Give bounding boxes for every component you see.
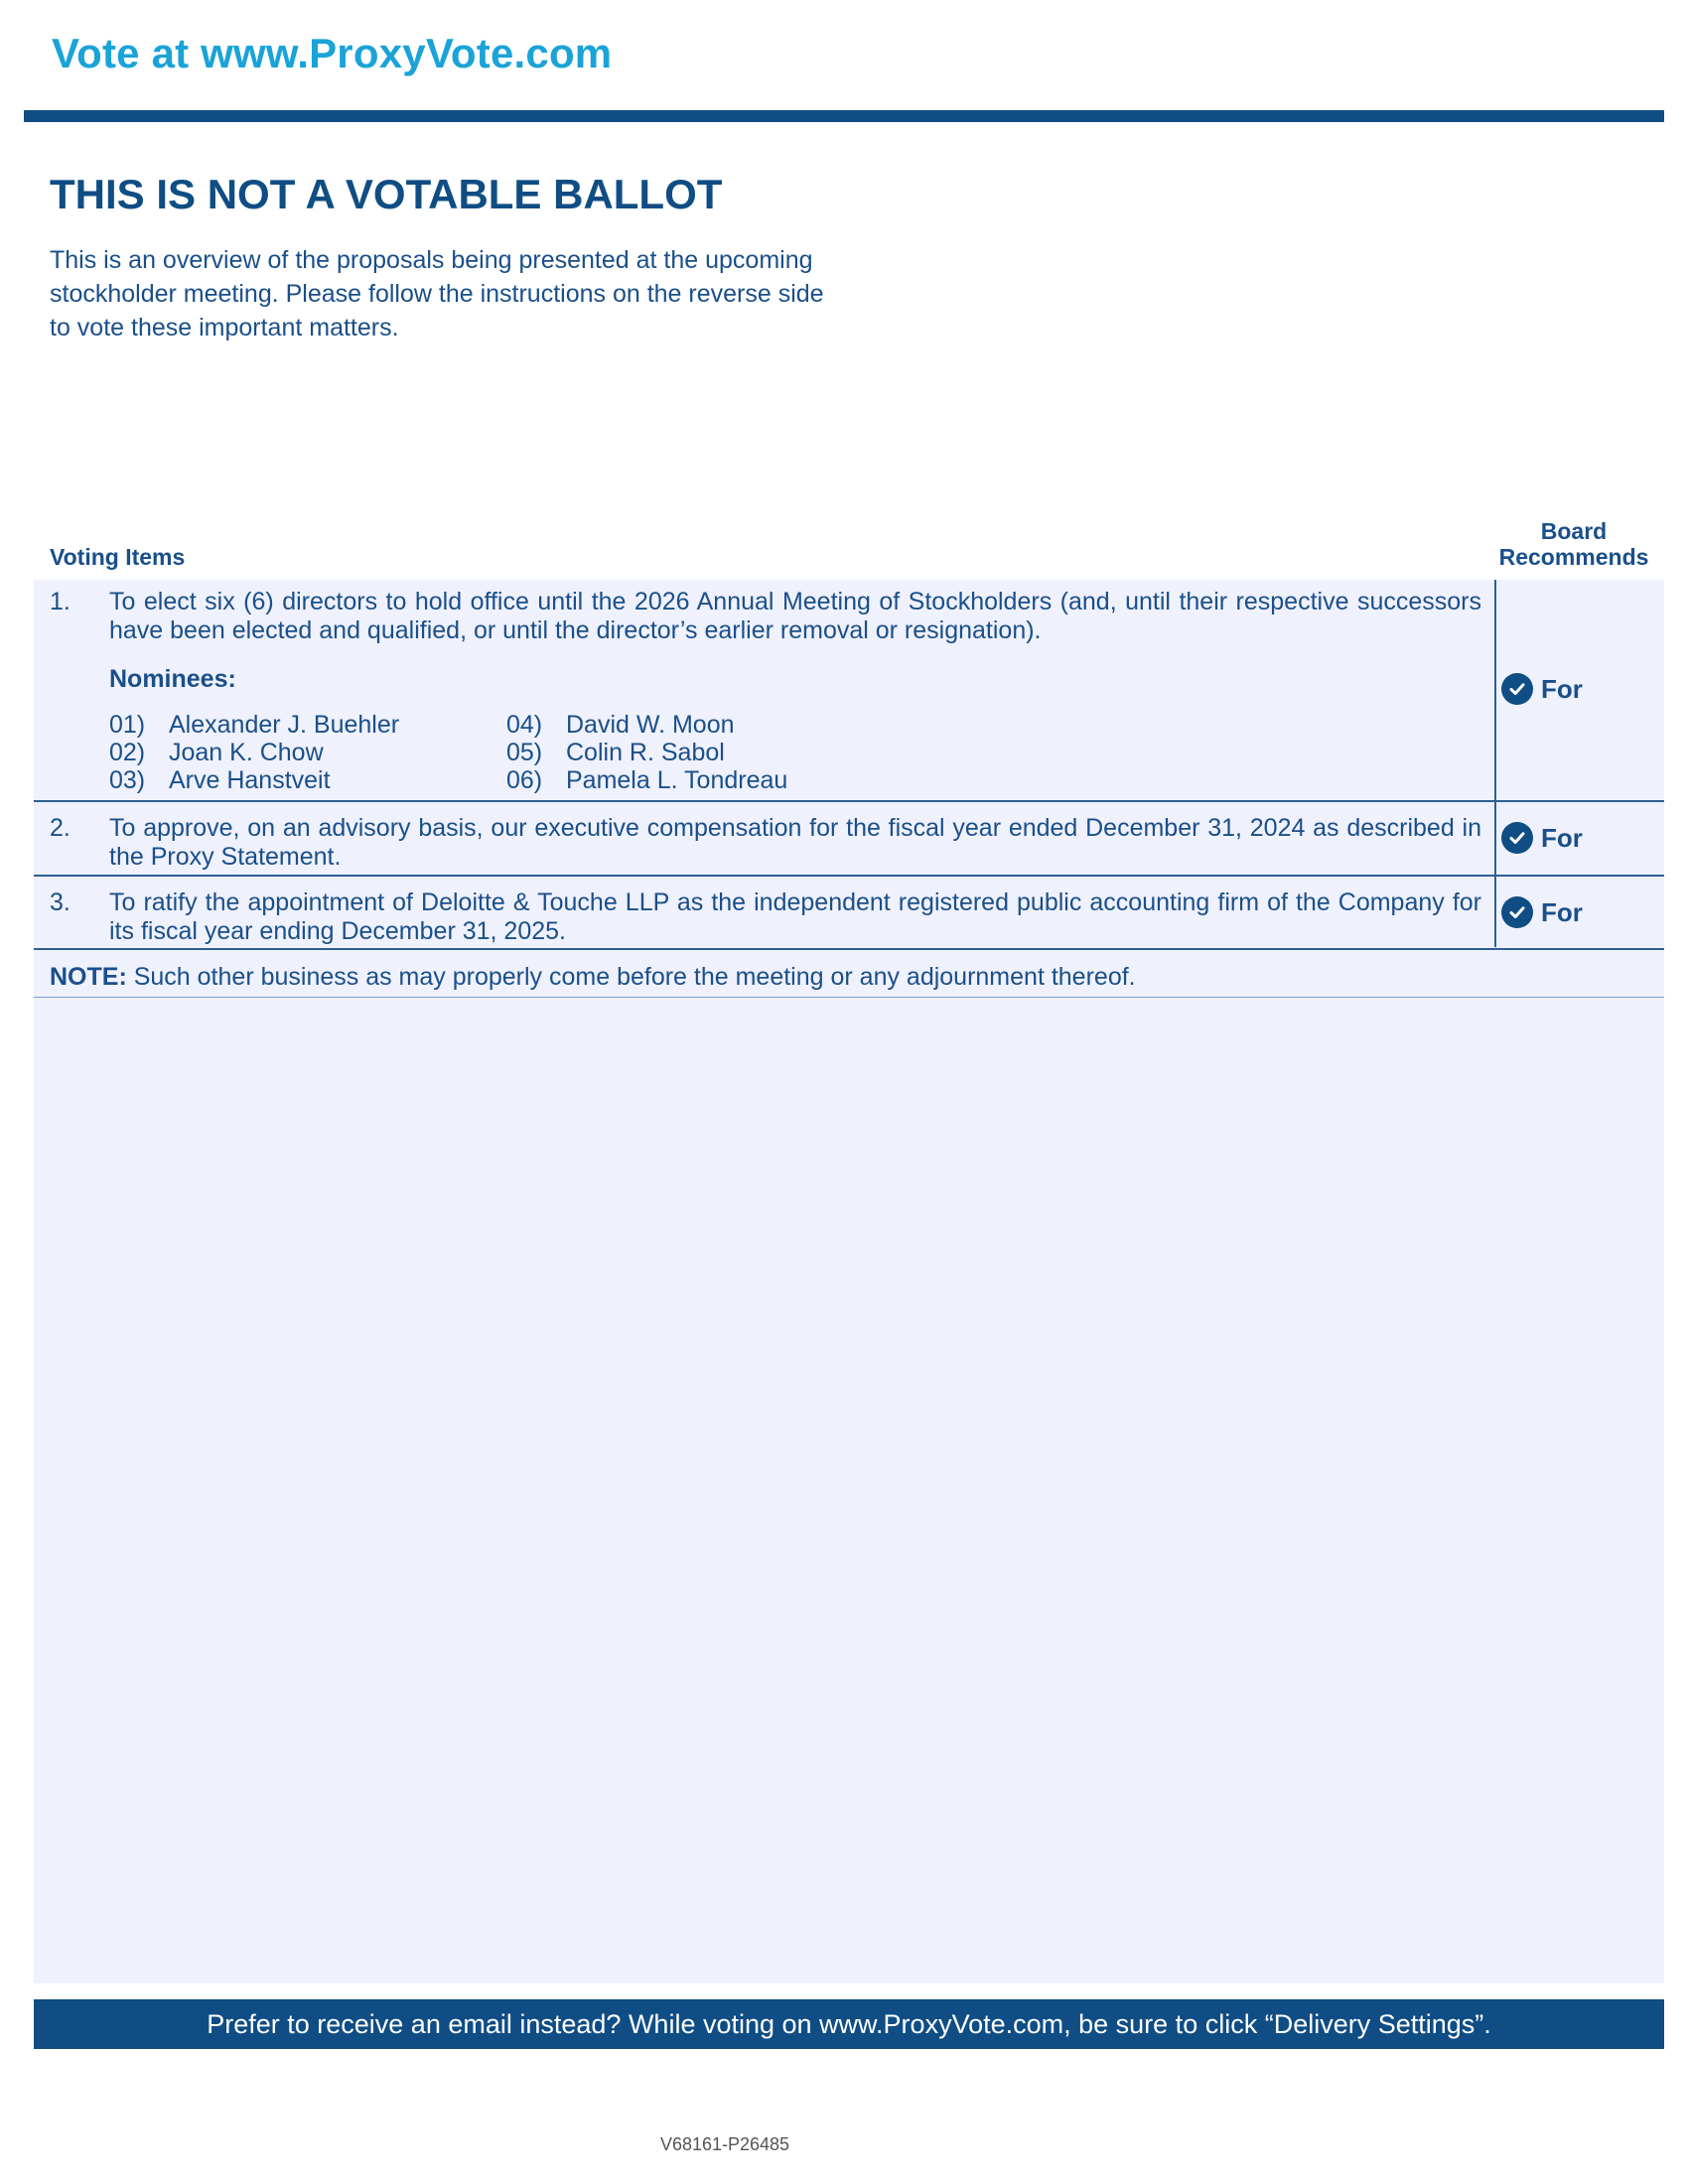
nominee bbox=[109, 766, 331, 795]
nominee bbox=[506, 739, 725, 767]
recommendation-label: For bbox=[1541, 896, 1583, 927]
check-circle-icon bbox=[1501, 896, 1533, 928]
row-separator bbox=[34, 800, 1664, 802]
nominee bbox=[109, 711, 399, 740]
check-circle-icon bbox=[1501, 673, 1533, 705]
nominee bbox=[506, 766, 787, 795]
nominee-number: 01) bbox=[109, 711, 146, 739]
row-separator bbox=[34, 875, 1664, 877]
board-recommends-header bbox=[1489, 518, 1658, 570]
board-header-line2: Recommends bbox=[1498, 544, 1649, 570]
nominee-name: Joan K. Chow bbox=[169, 739, 324, 766]
nominee-number: 05) bbox=[506, 739, 543, 766]
nominee bbox=[109, 739, 324, 767]
nominee-number: 03) bbox=[109, 766, 146, 794]
nominee-number: 02) bbox=[109, 739, 146, 766]
nominees-label: Nominees: bbox=[109, 665, 236, 693]
voting-items-header: Voting Items bbox=[50, 544, 186, 570]
note-label: NOTE: bbox=[50, 963, 127, 991]
note-text: Such other business as may properly come before the meeting or any adjournment thereof. bbox=[126, 963, 1136, 991]
note-separator bbox=[34, 997, 1664, 998]
nominee bbox=[506, 711, 735, 740]
item-number: 3. bbox=[50, 888, 70, 916]
header-divider bbox=[24, 110, 1664, 122]
item-text: To ratify the appointment of Deloitte & Touche LLP as the independent registered public accounting firm of the Company for its fiscal year ending December 31, 2025. bbox=[109, 888, 1481, 945]
nominee-name: Alexander J. Buehler bbox=[169, 711, 400, 739]
recommendation-label: For bbox=[1541, 673, 1583, 704]
nominee-name: Arve Hanstveit bbox=[169, 766, 331, 794]
item-number: 1. bbox=[50, 588, 70, 615]
item-text: To approve, on an advisory basis, our executive compensation for the fiscal year ended December 31, 2024 as described in the Proxy Statement. bbox=[109, 814, 1481, 871]
nominee-name: Colin R. Sabol bbox=[566, 739, 725, 766]
nominee-number: 04) bbox=[506, 711, 543, 739]
note-line bbox=[50, 963, 1136, 992]
board-header-line1: Board bbox=[1540, 518, 1608, 544]
board-recommendation bbox=[1501, 896, 1583, 928]
recommendation-label: For bbox=[1541, 822, 1583, 853]
nominee-name: Pamela L. Tondreau bbox=[566, 766, 788, 794]
item-text: To elect six (6) directors to hold office until the 2026 Annual Meeting of Stockholders (and, until their respective successors have been elected and qualified, or until the director’s earlier removal or resignation). bbox=[109, 588, 1481, 644]
page-title: THIS IS NOT A VOTABLE BALLOT bbox=[50, 171, 723, 217]
board-recommendation bbox=[1501, 673, 1583, 705]
item-number: 2. bbox=[50, 814, 70, 842]
check-circle-icon bbox=[1501, 822, 1533, 854]
board-column-divider bbox=[1494, 580, 1496, 947]
delivery-settings-banner: Prefer to receive an email instead? While voting on www.ProxyVote.com, be sure to click “Delivery Settings”. bbox=[34, 1999, 1664, 2049]
row-separator bbox=[34, 948, 1664, 950]
proxyvote-header-link[interactable]: Vote at www.ProxyVote.com bbox=[52, 30, 613, 76]
intro-paragraph: This is an overview of the proposals being presented at the upcoming stockholder meeting. Please follow the instructions on the reverse side to vote these important matters. bbox=[50, 246, 824, 341]
nominee-number: 06) bbox=[506, 766, 543, 794]
board-recommendation bbox=[1501, 822, 1583, 854]
nominee-name: David W. Moon bbox=[566, 711, 735, 739]
document-code: V68161-P26485 bbox=[659, 2134, 790, 2154]
